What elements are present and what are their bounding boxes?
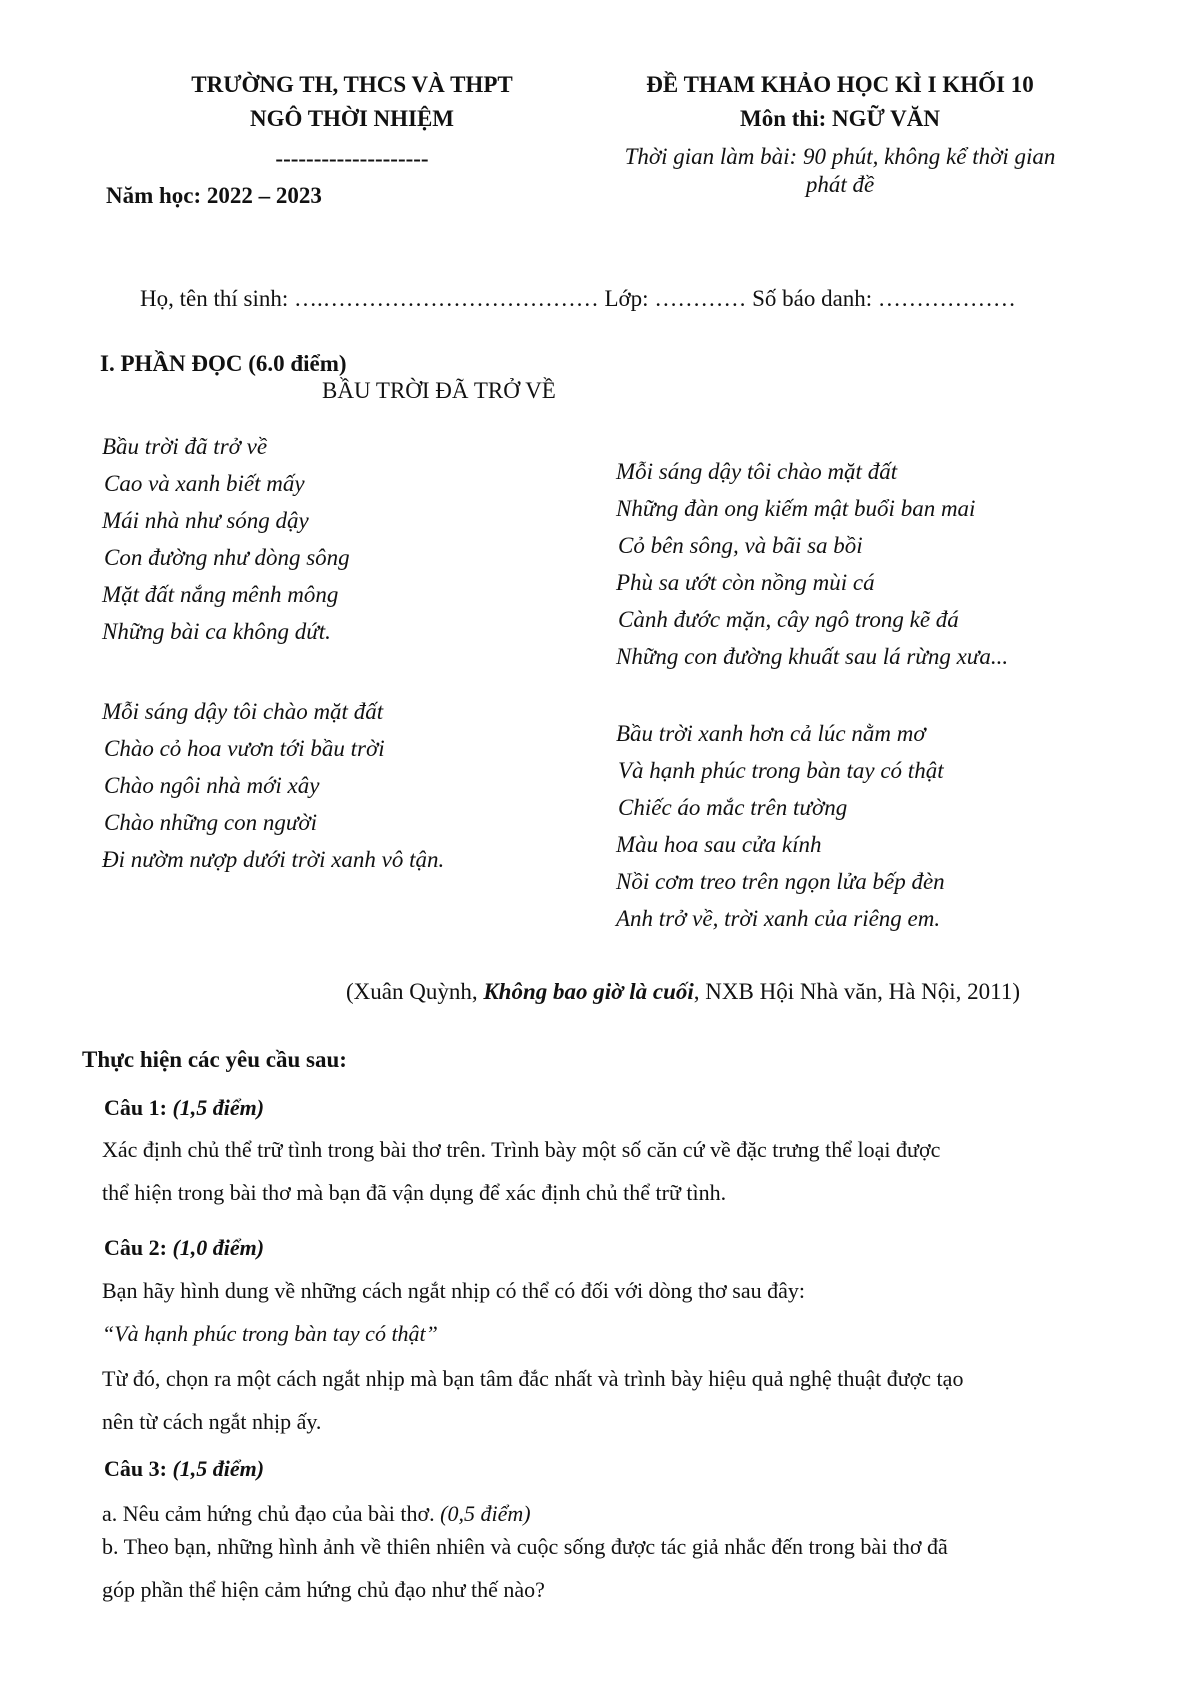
question-points: (1,5 điểm) (172, 1456, 265, 1481)
exam-title: ĐỀ THAM KHẢO HỌC KÌ I KHỐI 10 (646, 72, 1034, 97)
header-divider: -------------------- (275, 146, 429, 171)
instructions-heading: Thực hiện các yêu cầu sau: (82, 1047, 347, 1072)
school-year: Năm học: 2022 – 2023 (106, 183, 322, 208)
poem-right-stanza-1 (616, 453, 1008, 675)
poem-line: Mái nhà như sóng dậy (102, 508, 309, 533)
source-prefix: (Xuân Quỳnh, (346, 979, 484, 1004)
poem-line: Bầu trời đã trở về (102, 434, 268, 459)
question-2-text-line3: nên từ cách ngắt nhịp ấy. (102, 1409, 322, 1434)
poem-line: Chào những con người (104, 810, 318, 835)
poem-line: Chiếc áo mắc trên tường (618, 795, 848, 820)
question-2-text-line1: Bạn hãy hình dung về những cách ngắt nhịp có thể có đối với dòng thơ sau đây: (102, 1278, 806, 1303)
question-label: Câu 1: (104, 1095, 173, 1120)
poem-line: Anh trở về, trời xanh của riêng em. (616, 906, 941, 931)
poem-line: Những đàn ong kiếm mật buổi ban mai (616, 496, 976, 521)
poem-source (346, 979, 1020, 1005)
poem-line: Mỗi sáng dậy tôi chào mặt đất (616, 459, 898, 484)
question-3b-text-line1: b. Theo bạn, những hình ảnh về thiên nhiên và cuộc sống được tác giả nhắc đến trong bài thơ đã (102, 1534, 948, 1559)
student-info-line: Họ, tên thí sinh: ….……………………………… Lớp: ………… Số báo danh: ……………… (140, 286, 1016, 311)
question-label: Câu 3: (104, 1456, 173, 1481)
poem-line: Cao và xanh biết mấy (104, 471, 305, 496)
poem-line: Mỗi sáng dậy tôi chào mặt đất (102, 699, 384, 724)
poem-line: Bầu trời xanh hơn cả lúc nằm mơ (616, 721, 926, 746)
question-1-heading (104, 1095, 264, 1121)
poem-line: Chào ngôi nhà mới xây (104, 773, 320, 798)
poem-line: Màu hoa sau cửa kính (616, 832, 822, 857)
school-name-line1: TRƯỜNG TH, THCS VÀ THPT (191, 72, 513, 97)
question-3a-label: a. Nêu cảm hứng chủ đạo của bài thơ. (102, 1501, 441, 1526)
question-3-heading (104, 1456, 264, 1482)
poem-left-stanza-2 (102, 693, 444, 878)
poem-left-stanza-1 (102, 428, 350, 650)
poem-line: Phù sa ướt còn nồng mùi cá (616, 570, 875, 595)
exam-subject: Môn thi: NGỮ VĂN (740, 106, 940, 131)
source-book-title: Không bao giờ là cuối (483, 979, 694, 1004)
question-label: Câu 2: (104, 1235, 173, 1260)
poem-line: Cành đước mặn, cây ngô trong kẽ đá (618, 607, 959, 632)
source-suffix: , NXB Hội Nhà văn, Hà Nội, 2011) (693, 979, 1020, 1004)
exam-time-line2: phát đề (805, 172, 875, 197)
poem-line: Và hạnh phúc trong bàn tay có thật (618, 758, 944, 783)
question-3b-text-line2: góp phần thể hiện cảm hứng chủ đạo như thế nào? (102, 1577, 545, 1602)
exam-time-line1: Thời gian làm bài: 90 phút, không kể thời gian (624, 144, 1056, 169)
poem-line: Chào cỏ hoa vươn tới bầu trời (104, 736, 385, 761)
question-2-heading (104, 1235, 264, 1261)
poem-line: Những con đường khuất sau lá rừng xưa... (616, 644, 1009, 669)
question-2-text-line2: Từ đó, chọn ra một cách ngắt nhịp mà bạn tâm đắc nhất và trình bày hiệu quả nghệ thuật được tạo (102, 1366, 964, 1391)
question-points: (1,5 điểm) (172, 1095, 265, 1120)
poem-line: Đi nườm nượp dưới trời xanh vô tận. (102, 847, 445, 872)
poem-line: Những bài ca không dứt. (102, 619, 331, 644)
question-points: (1,0 điểm) (172, 1235, 265, 1260)
poem-right-stanza-2 (616, 715, 945, 937)
poem-line: Nồi cơm treo trên ngọn lửa bếp đèn (616, 869, 945, 894)
question-3a-points: (0,5 điểm) (440, 1501, 531, 1526)
question-1-text-line1: Xác định chủ thể trữ tình trong bài thơ trên. Trình bày một số căn cứ về đặc trưng thể loại được (102, 1137, 941, 1162)
poem-line: Con đường như dòng sông (104, 545, 350, 570)
school-name-line2: NGÔ THỜI NHIỆM (249, 106, 455, 131)
poem-title: BẦU TRỜI ĐÃ TRỞ VỀ (322, 378, 556, 403)
question-3a-text (102, 1501, 531, 1527)
poem-line: Cỏ bên sông, và bãi sa bồi (618, 533, 863, 558)
poem-line: Mặt đất nắng mênh mông (102, 582, 339, 607)
question-2-quote: “Và hạnh phúc trong bàn tay có thật” (102, 1321, 438, 1346)
question-1-text-line2: thể hiện trong bài thơ mà bạn đã vận dụng để xác định chủ thể trữ tình. (102, 1180, 727, 1205)
section-heading: I. PHẦN ĐỌC (6.0 điểm) (100, 351, 347, 376)
